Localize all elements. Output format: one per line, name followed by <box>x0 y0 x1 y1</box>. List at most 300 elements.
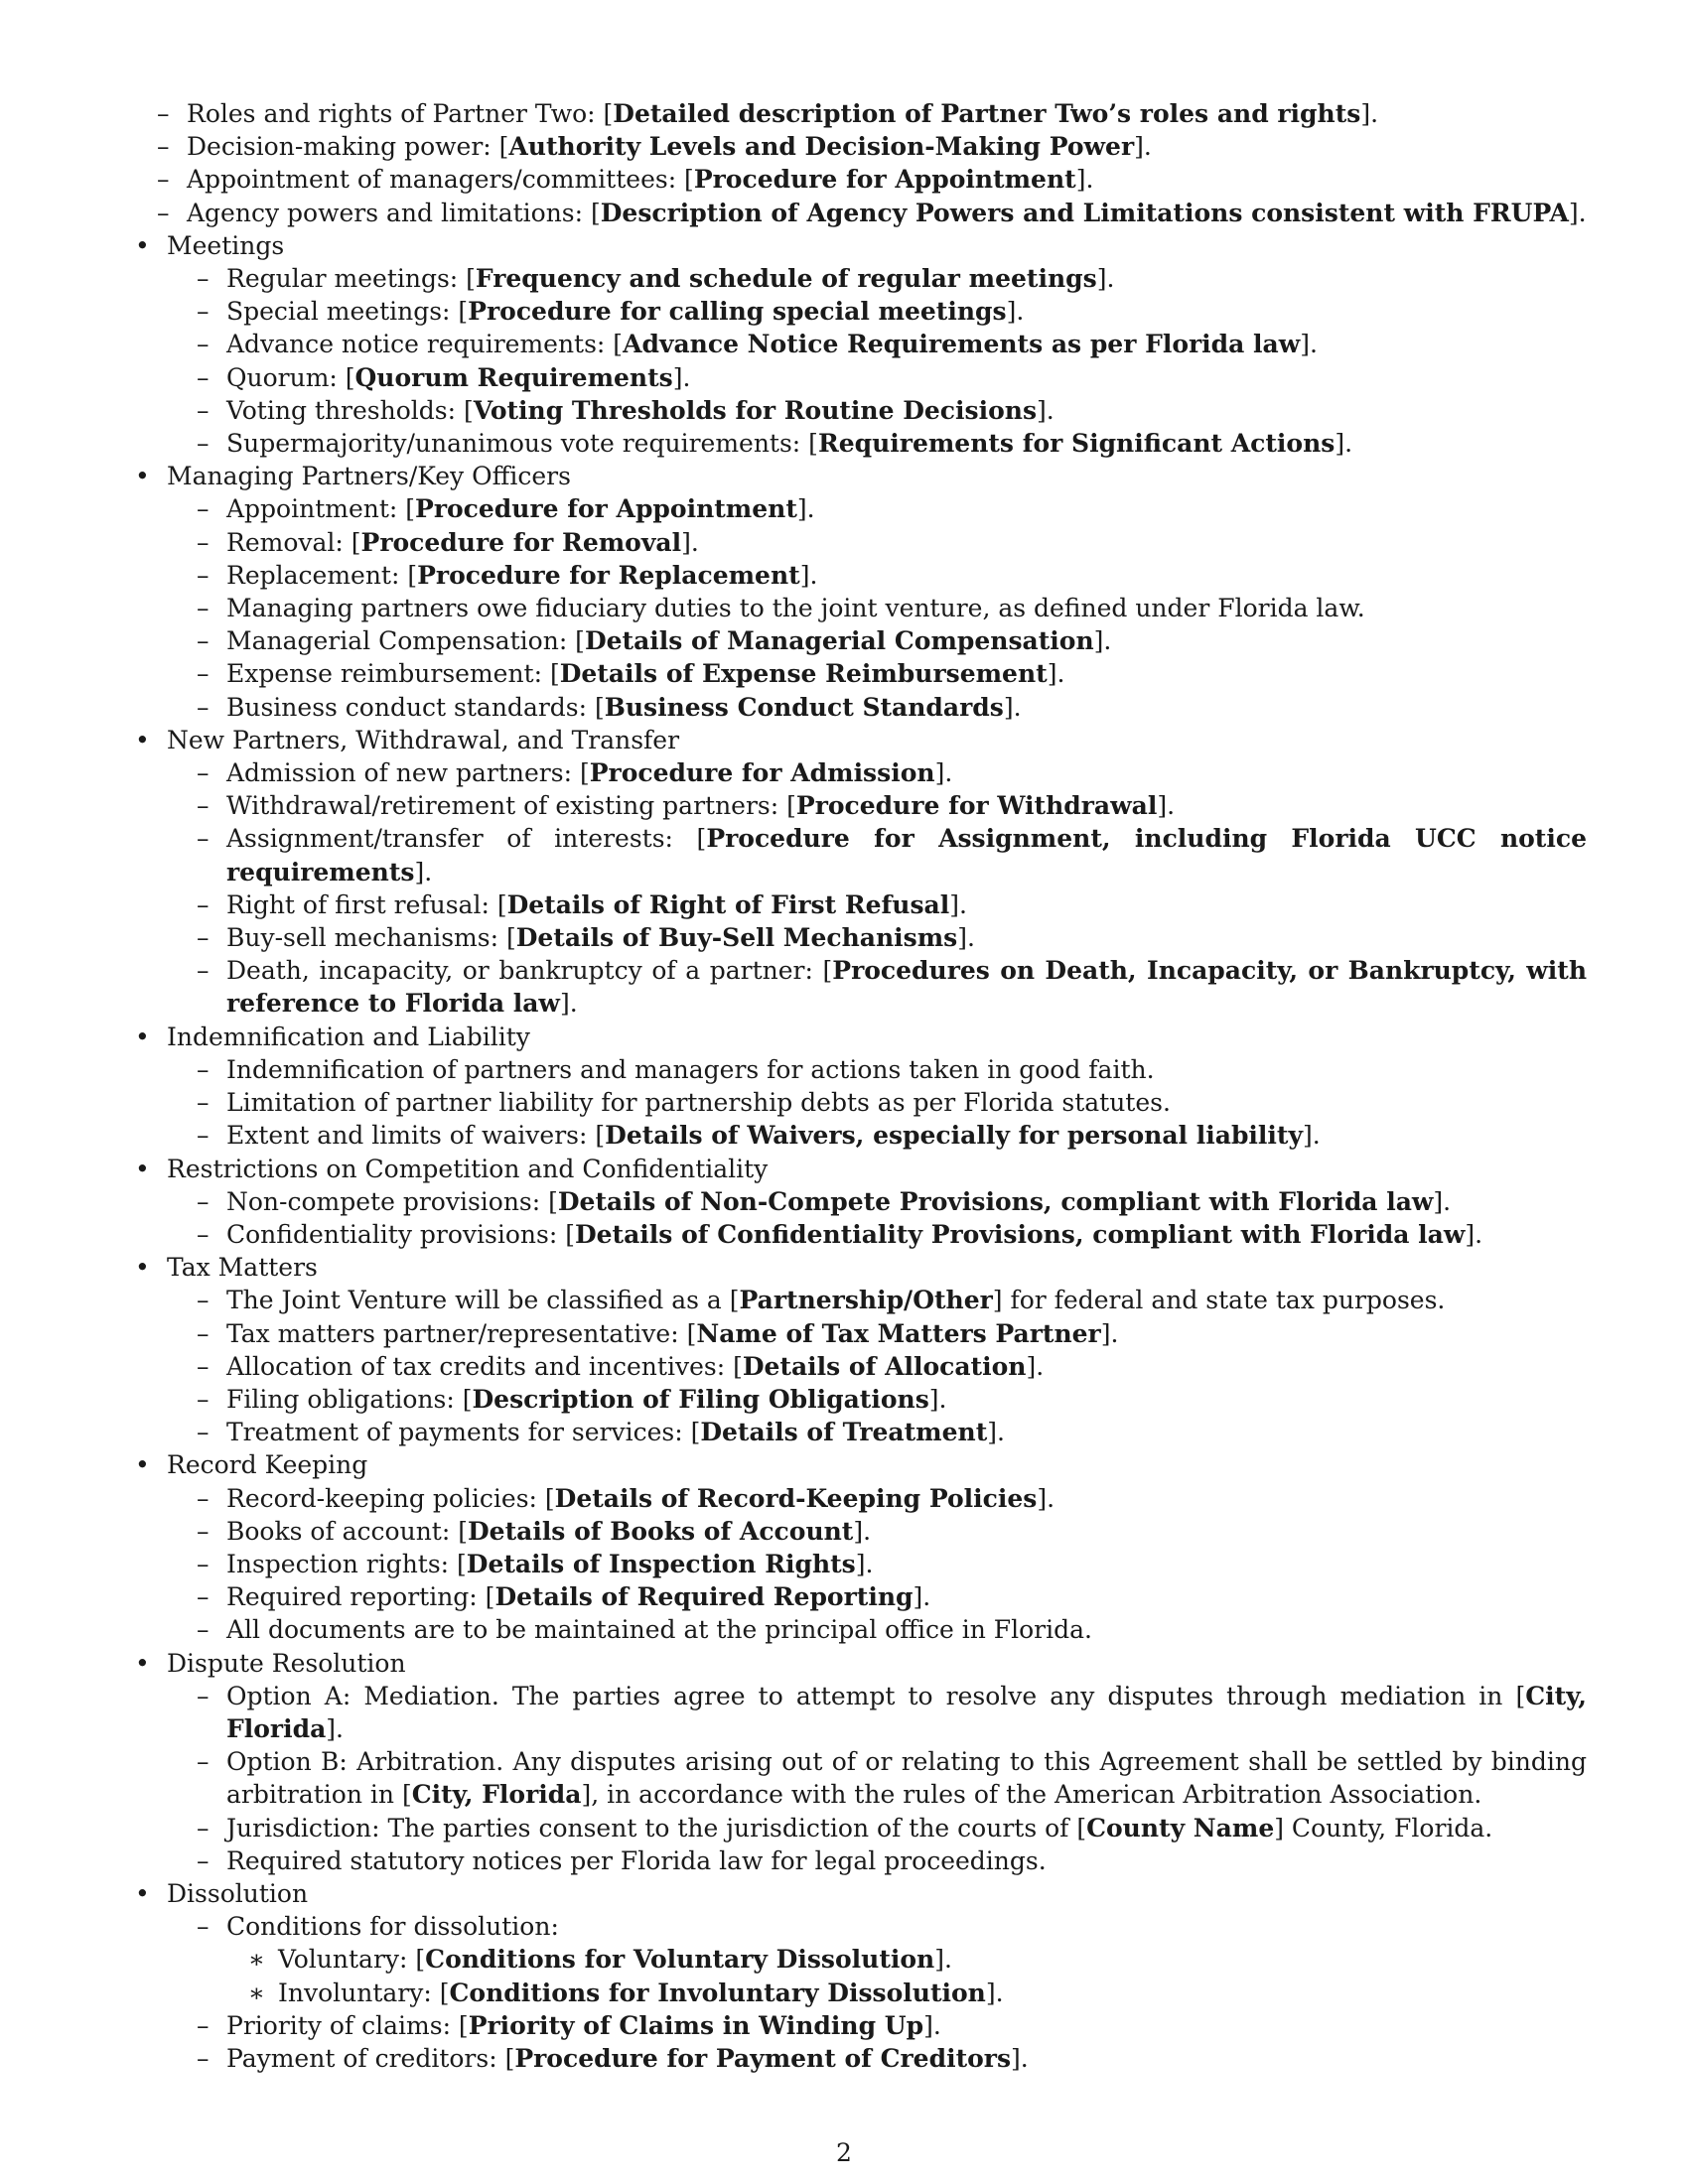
dash-marker: – <box>197 1219 210 1249</box>
sub-item <box>167 295 1587 328</box>
item-line <box>226 1053 1587 1086</box>
dash-marker: – <box>197 2043 210 2073</box>
section-items <box>167 1910 1587 2075</box>
item-line <box>226 691 1587 724</box>
item-text: Required reporting: [ <box>226 1582 495 1612</box>
sub-item <box>167 1284 1587 1316</box>
sub-item <box>167 1482 1587 1515</box>
sub-item <box>167 756 1587 789</box>
item-text: ]. <box>1433 1186 1452 1216</box>
item-line <box>226 427 1587 460</box>
sub-item <box>167 1515 1587 1548</box>
item-text: ] for federal and state tax purposes. <box>992 1286 1446 1315</box>
section-items <box>167 756 1587 1021</box>
sub-item <box>167 592 1587 624</box>
placeholder-field: Details of Managerial Compensation <box>584 626 1094 656</box>
placeholder-field: Procedure for Removal <box>360 527 682 557</box>
item-text: ]. <box>326 1713 344 1743</box>
placeholder-field: Advance Notice Requirements as per Florida law <box>623 330 1301 359</box>
placeholder-field: Details of Buy-Sell Mechanisms <box>515 923 958 953</box>
dash-marker: – <box>197 889 210 919</box>
dash-marker: – <box>197 758 210 788</box>
item-text: ]. <box>672 362 691 392</box>
item-line <box>226 756 1587 789</box>
placeholder-field: Name of Tax Matters Partner <box>696 1318 1101 1348</box>
item-text: Non-compete provisions: [ <box>226 1186 558 1216</box>
item-text: Allocation of tax credits and incentives: [ <box>226 1351 743 1381</box>
dash-marker: – <box>197 923 210 953</box>
item-text: Payment of creditors: [ <box>226 2043 515 2073</box>
item-text: ]. <box>414 857 433 887</box>
section-items <box>167 262 1587 460</box>
item-text: Expense reimbursement: [ <box>226 659 560 689</box>
sub-item <box>167 2009 1587 2042</box>
section-title: Record Keeping <box>167 1450 368 1480</box>
placeholder-field: Procedures on Death, Incapacity, or Bankruptcy, with reference to Florida law <box>226 956 1587 1019</box>
item-text: Voting thresholds: [ <box>226 395 474 425</box>
item-text: ]. <box>913 1582 931 1612</box>
placeholder-field: Description of Filing Obligations <box>472 1384 929 1414</box>
sub-item <box>167 888 1587 921</box>
placeholder-field: Procedure for Withdrawal <box>795 791 1158 821</box>
item-line <box>226 822 1587 887</box>
section-tax-matters <box>127 1251 1587 1448</box>
item-text: Regular meetings: [ <box>226 264 476 294</box>
dash-marker: – <box>197 1121 210 1151</box>
item-text: ]. <box>1100 1318 1119 1348</box>
item-text: ]. <box>1047 659 1065 689</box>
dash-marker: – <box>157 165 170 195</box>
sub-item <box>167 1119 1587 1152</box>
placeholder-field: Procedure for Admission <box>589 758 935 788</box>
placeholder-field: Details of Right of First Refusal <box>506 889 950 919</box>
placeholder-field: Business Conduct Standards <box>604 692 1004 722</box>
item-line <box>226 954 1587 1020</box>
item-line <box>226 559 1587 592</box>
item-text: ], in accordance with the rules of the American Arbitration Association. <box>581 1780 1482 1810</box>
placeholder-field: Authority Levels and Decision-Making Power <box>508 132 1135 162</box>
dash-marker: – <box>197 594 210 623</box>
sub-item <box>167 394 1587 427</box>
section-managing-partners-key-officers <box>127 460 1587 724</box>
item-text: Agency powers and limitations: [ <box>187 198 601 227</box>
dash-marker: – <box>197 824 210 854</box>
placeholder-field: City, Florida <box>226 1681 1587 1743</box>
section-items <box>167 492 1587 723</box>
dash-marker: – <box>197 1681 210 1710</box>
item-line <box>187 130 1587 163</box>
bullet-marker: • <box>135 1878 150 1908</box>
item-text: ]. <box>1026 1351 1045 1381</box>
placeholder-field: City, Florida <box>411 1780 582 1810</box>
sub-item <box>167 262 1587 295</box>
item-line <box>226 1910 1587 1943</box>
item-line <box>226 789 1587 822</box>
item-line <box>226 1548 1587 1580</box>
item-line <box>226 262 1587 295</box>
item-text: Required statutory notices per Florida law for legal proceedings. <box>226 1845 1047 1875</box>
item-text: Decision-making power: [ <box>187 132 509 162</box>
placeholder-field: Conditions for Involuntary Dissolution <box>449 1978 986 2007</box>
dash-marker: – <box>197 330 210 359</box>
item-line <box>226 1185 1587 1218</box>
dash-marker: – <box>197 1384 210 1414</box>
placeholder-field: Procedure for Appointment <box>415 494 797 524</box>
dash-marker: – <box>197 362 210 392</box>
dash-marker: – <box>197 1516 210 1546</box>
placeholder-field: Details of Confidentiality Provisions, compliant with Florida law <box>574 1219 1466 1249</box>
item-text: ]. <box>1300 330 1318 359</box>
item-text: ]. <box>1465 1219 1483 1249</box>
section-title: Managing Partners/Key Officers <box>167 462 571 491</box>
item-text: Withdrawal/retirement of existing partners: [ <box>226 791 796 821</box>
section-items <box>167 1185 1587 1251</box>
item-text: Managerial Compensation: [ <box>226 626 585 656</box>
item-line <box>226 328 1587 360</box>
item-line <box>226 526 1587 559</box>
bullet-marker: • <box>135 1022 150 1051</box>
dash-marker: – <box>157 99 170 128</box>
dash-marker: – <box>197 395 210 425</box>
section-items <box>167 1284 1587 1448</box>
item-text: Confidentiality provisions: [ <box>226 1219 575 1249</box>
bullet-marker: • <box>135 1648 150 1678</box>
sub-item <box>167 1416 1587 1448</box>
item-text: ]. <box>1568 198 1587 227</box>
item-line <box>278 1977 1587 2009</box>
item-text: ]. <box>855 1549 874 1578</box>
item-text: ]. <box>1096 264 1115 294</box>
item-text: Buy-sell mechanisms: [ <box>226 923 516 953</box>
item-text: Assignment/transfer of interests: [ <box>226 824 707 854</box>
section-dissolution <box>127 1877 1587 2075</box>
section-title: Dispute Resolution <box>167 1648 406 1678</box>
section-title: Indemnification and Liability <box>167 1022 530 1051</box>
item-text: Admission of new partners: [ <box>226 758 590 788</box>
item-text: Voluntary: [ <box>278 1945 426 1975</box>
item-text: Appointment of managers/committees: [ <box>187 165 694 195</box>
placeholder-field: County Name <box>1086 1813 1275 1843</box>
bullet-marker: • <box>135 1154 150 1183</box>
sub-item <box>167 427 1587 460</box>
placeholder-field: Procedure for Payment of Creditors <box>514 2043 1012 2073</box>
placeholder-field: Procedure for Appointment <box>693 165 1076 195</box>
placeholder-field: Conditions for Voluntary Dissolution <box>425 1945 935 1975</box>
sub-item <box>167 1812 1587 1844</box>
dash-marker: – <box>197 1582 210 1612</box>
section-title: New Partners, Withdrawal, and Transfer <box>167 725 680 754</box>
section-list <box>127 229 1587 2075</box>
section-record-keeping <box>127 1448 1587 1646</box>
bullet-marker: • <box>135 462 150 491</box>
item-line <box>226 1350 1587 1383</box>
sub-item <box>167 492 1587 525</box>
dash-marker: – <box>197 1418 210 1447</box>
sub-item <box>167 1053 1587 1086</box>
page-content <box>127 97 1587 2075</box>
item-text: Managing partners owe fiduciary duties to the joint venture, as defined under Florida law. <box>226 594 1365 623</box>
placeholder-field: Requirements for Significant Actions <box>817 429 1336 459</box>
sub-item <box>167 328 1587 360</box>
sub-item <box>127 130 1587 163</box>
sub-item <box>167 1745 1587 1811</box>
item-line <box>226 295 1587 328</box>
section-title: Meetings <box>167 230 285 260</box>
dash-marker: – <box>157 132 170 162</box>
item-text: Special meetings: [ <box>226 297 469 327</box>
dash-marker: – <box>157 198 170 227</box>
dash-marker: – <box>197 659 210 689</box>
item-text: ]. <box>934 758 953 788</box>
placeholder-field: Priority of Claims in Winding Up <box>468 2010 924 2040</box>
item-text: Business conduct standards: [ <box>226 692 605 722</box>
item-line <box>226 1383 1587 1416</box>
item-line <box>226 361 1587 394</box>
item-line <box>226 1317 1587 1350</box>
sub-item <box>167 954 1587 1020</box>
item-text: Right of first refusal: [ <box>226 889 507 919</box>
item-text: Conditions for dissolution: <box>226 1912 559 1942</box>
item-text: ]. <box>1037 1483 1055 1513</box>
dash-marker: – <box>197 1845 210 1875</box>
dash-marker: – <box>197 1318 210 1348</box>
item-text: ]. <box>923 2010 941 2040</box>
item-text: Roles and rights of Partner Two: [ <box>187 99 614 128</box>
placeholder-field: Details of Required Reporting <box>494 1582 914 1612</box>
section-items <box>167 1482 1587 1647</box>
dash-marker: – <box>197 791 210 821</box>
item-text: Quorum: [ <box>226 362 355 392</box>
sub-item <box>167 361 1587 394</box>
bullet-marker: • <box>135 1450 150 1480</box>
item-line <box>226 1086 1587 1119</box>
item-line <box>226 1812 1587 1844</box>
item-text: ]. <box>1075 165 1094 195</box>
star-marker: ∗ <box>248 1945 265 1975</box>
item-text: Tax matters partner/representative: [ <box>226 1318 697 1348</box>
nested-items <box>226 1943 1587 2008</box>
item-text: Treatment of payments for services: [ <box>226 1418 701 1447</box>
dash-marker: – <box>197 264 210 294</box>
section-new-partners-withdrawal-and-transfer <box>127 724 1587 1021</box>
sub-item <box>167 1086 1587 1119</box>
section-indemnification-and-liability <box>127 1021 1587 1153</box>
item-text: ]. <box>928 1384 947 1414</box>
dash-marker: – <box>197 429 210 459</box>
item-text: ]. <box>957 923 975 953</box>
section-items <box>167 1680 1587 1877</box>
item-line <box>226 2042 1587 2075</box>
item-text: The Joint Venture will be classified as a [ <box>226 1286 740 1315</box>
item-line <box>278 1943 1587 1976</box>
dash-marker: – <box>197 626 210 656</box>
item-line <box>226 2009 1587 2042</box>
item-text: ]. <box>1134 132 1152 162</box>
bullet-marker: • <box>135 725 150 754</box>
dash-marker: – <box>197 956 210 986</box>
item-text: Removal: [ <box>226 527 361 557</box>
item-text: ]. <box>1157 791 1176 821</box>
item-text: ]. <box>559 989 578 1019</box>
sub-item <box>167 1613 1587 1646</box>
sub-item <box>167 1910 1587 2009</box>
placeholder-field: Details of Treatment <box>700 1418 988 1447</box>
sub-item <box>167 1580 1587 1613</box>
section-dispute-resolution <box>127 1647 1587 1877</box>
sub-item <box>127 97 1587 130</box>
item-line <box>187 163 1587 196</box>
placeholder-field: Details of Allocation <box>742 1351 1027 1381</box>
item-text: ]. <box>934 1945 952 1975</box>
dash-marker: – <box>197 1549 210 1578</box>
placeholder-field: Quorum Requirements <box>354 362 673 392</box>
placeholder-field: Detailed description of Partner Two’s roles and rights <box>613 99 1361 128</box>
section-meetings <box>127 229 1587 460</box>
item-text: Supermajority/unanimous vote requirements: [ <box>226 429 818 459</box>
bullet-marker: • <box>135 230 150 260</box>
dash-marker: – <box>197 1286 210 1315</box>
sub-sub-item <box>226 1943 1587 1976</box>
item-text: ]. <box>1006 297 1025 327</box>
item-text: ]. <box>1011 2043 1029 2073</box>
placeholder-field: Procedure for Assignment, including Florida UCC notice requirements <box>226 824 1587 887</box>
dash-marker: – <box>197 560 210 590</box>
item-text: Jurisdiction: The parties consent to the jurisdiction of the courts of [ <box>226 1813 1087 1843</box>
dash-marker: – <box>197 1813 210 1843</box>
dash-marker: – <box>197 1747 210 1777</box>
sub-item <box>167 624 1587 657</box>
item-line <box>226 1119 1587 1152</box>
dash-marker: – <box>197 494 210 524</box>
item-line <box>226 1613 1587 1646</box>
item-line <box>187 197 1587 229</box>
item-text: Filing obligations: [ <box>226 1384 473 1414</box>
sub-sub-item <box>226 1977 1587 2009</box>
placeholder-field: Details of Waivers, especially for personal liability <box>605 1121 1303 1151</box>
sub-item <box>167 921 1587 954</box>
item-text: ]. <box>985 1978 1004 2007</box>
sub-item <box>167 1218 1587 1251</box>
sub-item <box>167 1844 1587 1877</box>
dash-marker: – <box>197 692 210 722</box>
sub-item <box>167 1350 1587 1383</box>
item-text: ]. <box>796 494 815 524</box>
dash-marker: – <box>197 527 210 557</box>
star-marker: ∗ <box>248 1978 265 2007</box>
sub-item <box>127 163 1587 196</box>
item-line <box>226 1844 1587 1877</box>
item-line <box>226 492 1587 525</box>
sub-item <box>167 789 1587 822</box>
dash-marker: – <box>197 1186 210 1216</box>
placeholder-field: Frequency and schedule of regular meetings <box>475 264 1097 294</box>
dash-marker: – <box>197 297 210 327</box>
item-line <box>226 1680 1587 1745</box>
item-text: Appointment: [ <box>226 494 416 524</box>
item-line <box>187 97 1587 130</box>
sub-item <box>167 691 1587 724</box>
item-text: ]. <box>1335 429 1353 459</box>
sub-item <box>167 657 1587 690</box>
item-line <box>226 1218 1587 1251</box>
sub-item <box>167 1680 1587 1745</box>
placeholder-field: Details of Inspection Rights <box>466 1549 856 1578</box>
item-text: ]. <box>681 527 699 557</box>
item-text: ] County, Florida. <box>1274 1813 1493 1843</box>
item-line <box>226 1416 1587 1448</box>
item-line <box>226 888 1587 921</box>
sub-item <box>167 2042 1587 2075</box>
placeholder-field: Details of Expense Reimbursement <box>559 659 1048 689</box>
placeholder-field: Partnership/Other <box>739 1286 993 1315</box>
item-text: ]. <box>1360 99 1379 128</box>
dash-marker: – <box>197 1088 210 1118</box>
item-line <box>226 1482 1587 1515</box>
item-text: Replacement: [ <box>226 560 418 590</box>
item-text: Inspection rights: [ <box>226 1549 467 1578</box>
placeholder-field: Details of Books of Account <box>467 1516 854 1546</box>
item-text: Indemnification of partners and managers for actions taken in good faith. <box>226 1054 1155 1084</box>
item-line <box>226 1580 1587 1613</box>
item-line <box>226 624 1587 657</box>
item-text: Option A: Mediation. The parties agree to attempt to resolve any disputes through mediation in [ <box>226 1681 1526 1710</box>
item-text: Extent and limits of waivers: [ <box>226 1121 606 1151</box>
sub-item <box>167 1548 1587 1580</box>
bullet-marker: • <box>135 1253 150 1283</box>
item-text: ]. <box>1003 692 1022 722</box>
item-line <box>226 592 1587 624</box>
section-title: Restrictions on Competition and Confidentiality <box>167 1154 769 1183</box>
placeholder-field: Voting Thresholds for Routine Decisions <box>473 395 1038 425</box>
item-line <box>226 1515 1587 1548</box>
continued-subitems <box>127 97 1587 229</box>
page-number: 2 <box>836 2138 852 2167</box>
item-text: Priority of claims: [ <box>226 2010 469 2040</box>
item-text: ]. <box>987 1418 1005 1447</box>
sub-item <box>167 1185 1587 1218</box>
item-text: Involuntary: [ <box>278 1978 450 2007</box>
sub-item <box>167 526 1587 559</box>
placeholder-field: Description of Agency Powers and Limitations consistent with FRUPA <box>600 198 1569 227</box>
item-text: ]. <box>1093 626 1112 656</box>
item-line <box>226 1284 1587 1316</box>
sub-item <box>167 1383 1587 1416</box>
item-text: ]. <box>799 560 818 590</box>
sub-item <box>167 559 1587 592</box>
placeholder-field: Procedure for Replacement <box>417 560 800 590</box>
item-text: Death, incapacity, or bankruptcy of a partner: [ <box>226 956 833 986</box>
item-text: All documents are to be maintained at the principal office in Florida. <box>226 1615 1092 1645</box>
dash-marker: – <box>197 1351 210 1381</box>
section-restrictions-on-competition-and-confidentiality <box>127 1153 1587 1252</box>
item-text: Option B: Arbitration. Any disputes arising out of or relating to this Agreement shall be settled by binding arbitration in [ <box>226 1747 1587 1810</box>
item-line <box>226 394 1587 427</box>
sub-item <box>167 822 1587 887</box>
placeholder-field: Procedure for calling special meetings <box>468 297 1007 327</box>
dash-marker: – <box>197 2010 210 2040</box>
item-line <box>226 921 1587 954</box>
section-items <box>167 1053 1587 1153</box>
dash-marker: – <box>197 1483 210 1513</box>
sub-item <box>127 197 1587 229</box>
section-title: Tax Matters <box>167 1253 318 1283</box>
dash-marker: – <box>197 1615 210 1645</box>
item-text: Record-keeping policies: [ <box>226 1483 555 1513</box>
item-text: ]. <box>1303 1121 1321 1151</box>
item-line <box>226 657 1587 690</box>
item-text: Books of account: [ <box>226 1516 468 1546</box>
item-text: ]. <box>949 889 967 919</box>
